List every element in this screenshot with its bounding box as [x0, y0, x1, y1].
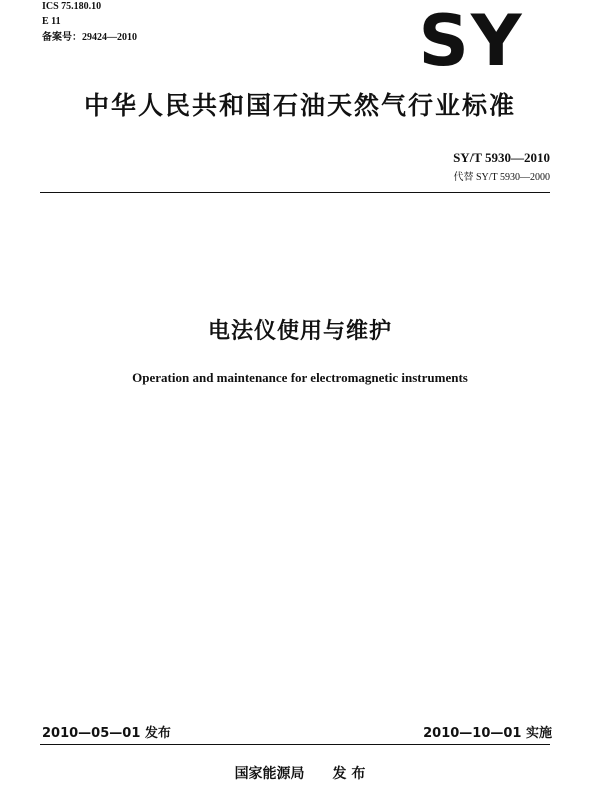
- title-chinese: 电法仪使用与维护: [207, 319, 392, 344]
- standard-code: SY/T 5930—2010: [453, 150, 550, 165]
- issuing-body: 中华人民共和国石油天然气行业标准: [83, 91, 516, 120]
- publisher: 国家能源局 发 布: [234, 766, 366, 782]
- issue-date: 2010—05—01 发布: [42, 726, 171, 741]
- sy-logo: [410, 10, 532, 72]
- implementation-date: 2010—10—01 实施: [423, 726, 552, 741]
- bottom-rule: [40, 744, 550, 745]
- ics-number: ICS 75.180.10: [42, 1, 102, 12]
- top-rule: [40, 192, 550, 193]
- classification-code: E 11: [42, 16, 61, 27]
- replaces-standard: 代替 SY/T 5930—2000: [453, 172, 550, 183]
- sy-logo-text: SY: [418, 10, 524, 72]
- title-english: Operation and maintenance for electromagnetic instruments: [132, 370, 468, 385]
- record-number: 备案号：29424—2010: [42, 32, 137, 43]
